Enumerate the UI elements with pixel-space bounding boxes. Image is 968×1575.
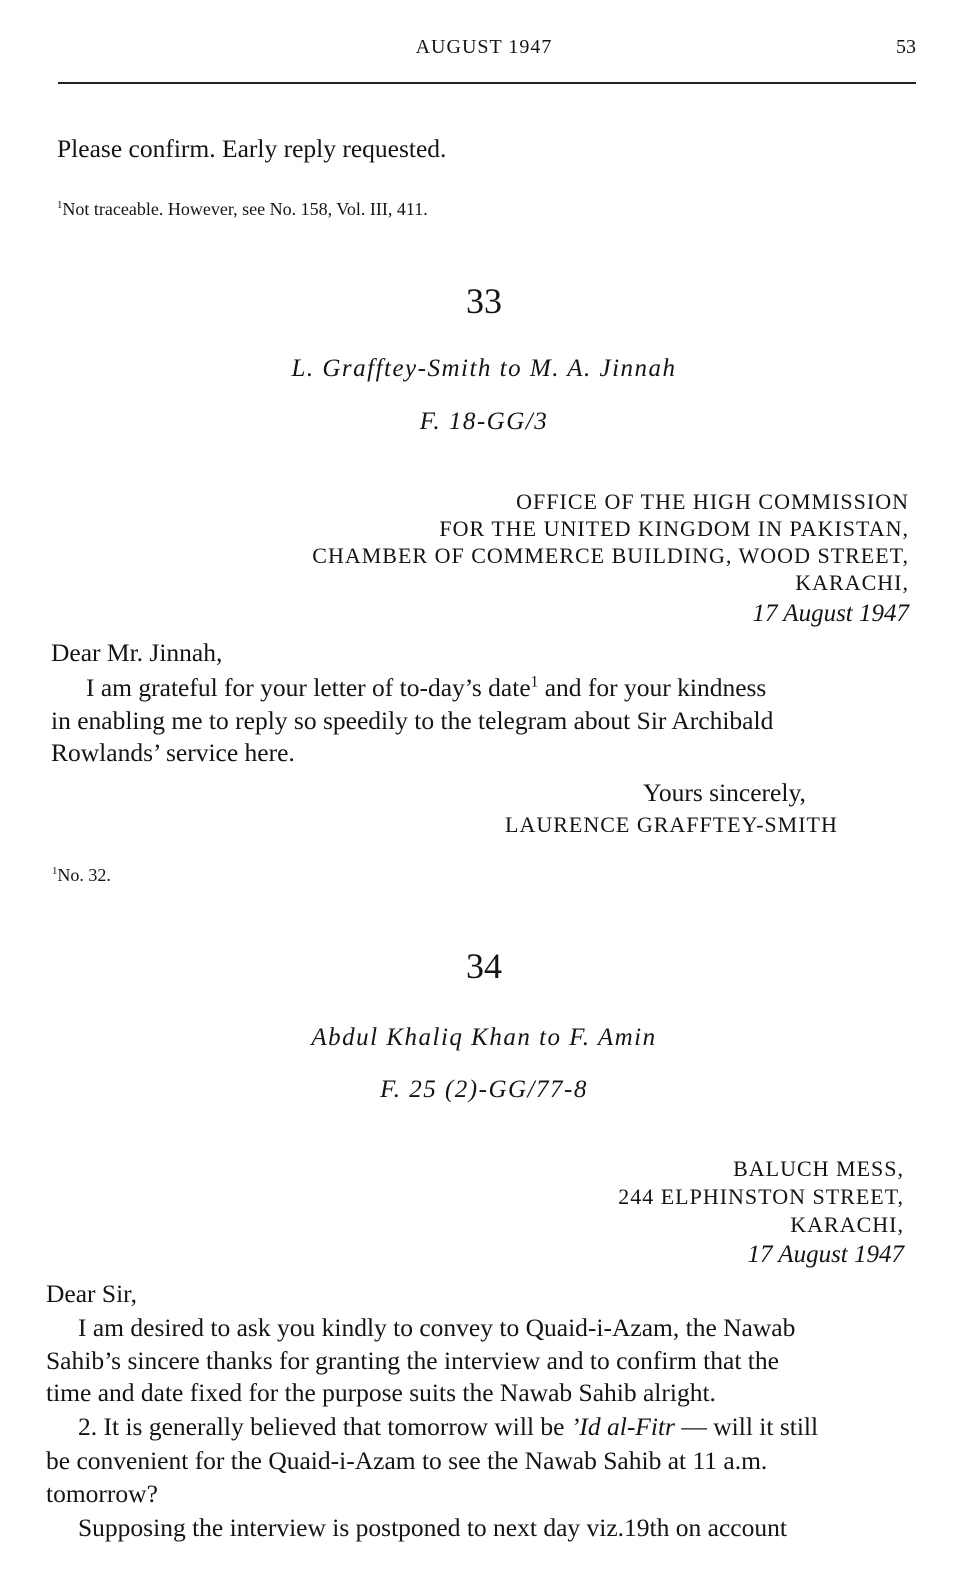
document-heading-33: L. Grafftey-Smith to M. A. Jinnah [291,355,677,382]
footnote-mark: 1 [57,199,63,211]
body-line-34-4a: 2. It is generally believed that tomorrow will be [78,1412,571,1441]
body-line-34-6: tomorrow? [46,1479,158,1508]
document-number-33: 33 [466,281,502,321]
body-line-34-4b: — will it still [674,1412,819,1441]
running-title: AUGUST 1947 [415,36,553,58]
document-heading-34: Abdul Khaliq Khan to F. Amin [311,1024,657,1051]
body-line-33-1 [86,673,766,703]
body-line-33-1a: I am grateful for your letter of to-day’s date [86,673,531,702]
document-number-34: 34 [466,946,502,986]
valediction-33: Yours sincerely, [643,778,806,807]
footnote-mark-33: 1 [52,865,58,877]
file-reference-34: F. 25 (2)-GG/77-8 [380,1076,588,1103]
running-header [0,36,968,64]
body-line-34-3: time and date fixed for the purpose suits the Nawab Sahib alright. [46,1378,716,1407]
file-reference-33: F. 18-GG/3 [419,408,549,435]
salutation-33: Dear Mr. Jinnah, [51,638,223,667]
footnote-ref-33: 1 [530,673,539,691]
letter-date-34: 17 August 1947 [747,1241,904,1268]
body-line-34-2: Sahib’s sincere thanks for granting the interview and to confirm that the [46,1346,779,1375]
body-line-34-4-italic: ’Id al-Fitr [570,1412,675,1441]
footnote-33 [52,865,111,886]
body-line-34-7: Supposing the interview is postponed to next day viz.19th on account [78,1513,787,1542]
letter-date-33: 17 August 1947 [752,600,909,627]
address-line-33-3: CHAMBER OF COMMERCE BUILDING, WOOD STREET, [312,543,909,568]
body-line-33-2: in enabling me to reply so speedily to the telegram about Sir Archibald [51,706,774,735]
body-line-33-1b: and for your kindness [538,673,767,702]
address-line-33-4: KARACHI, [795,570,909,595]
body-line-34-1: I am desired to ask you kindly to convey to Quaid-i-Azam, the Nawab [78,1313,796,1342]
previous-footnote [57,199,428,220]
address-line-34-3: KARACHI, [790,1212,904,1237]
footnote-text: Not traceable. However, see No. 158, Vol. III, 411. [62,199,428,219]
address-line-34-2: 244 ELPHINSTON STREET, [618,1184,904,1209]
body-line-33-3: Rowlands’ service here. [51,738,295,767]
address-line-33-1: OFFICE OF THE HIGH COMMISSION [516,489,909,514]
salutation-34: Dear Sir, [46,1279,138,1308]
previous-closing: Please confirm. Early reply requested. [57,134,447,163]
signature-33: LAURENCE GRAFFTEY-SMITH [505,812,838,837]
address-line-33-2: FOR THE UNITED KINGDOM IN PAKISTAN, [439,516,909,541]
body-line-34-5: be convenient for the Quaid-i-Azam to see the Nawab Sahib at 11 a.m. [46,1446,768,1475]
body-line-34-4 [78,1412,818,1442]
page-number: 53 [896,36,916,58]
footnote-text-33: No. 32. [57,865,111,885]
header-rule [58,82,916,84]
address-line-34-1: BALUCH MESS, [733,1156,904,1181]
